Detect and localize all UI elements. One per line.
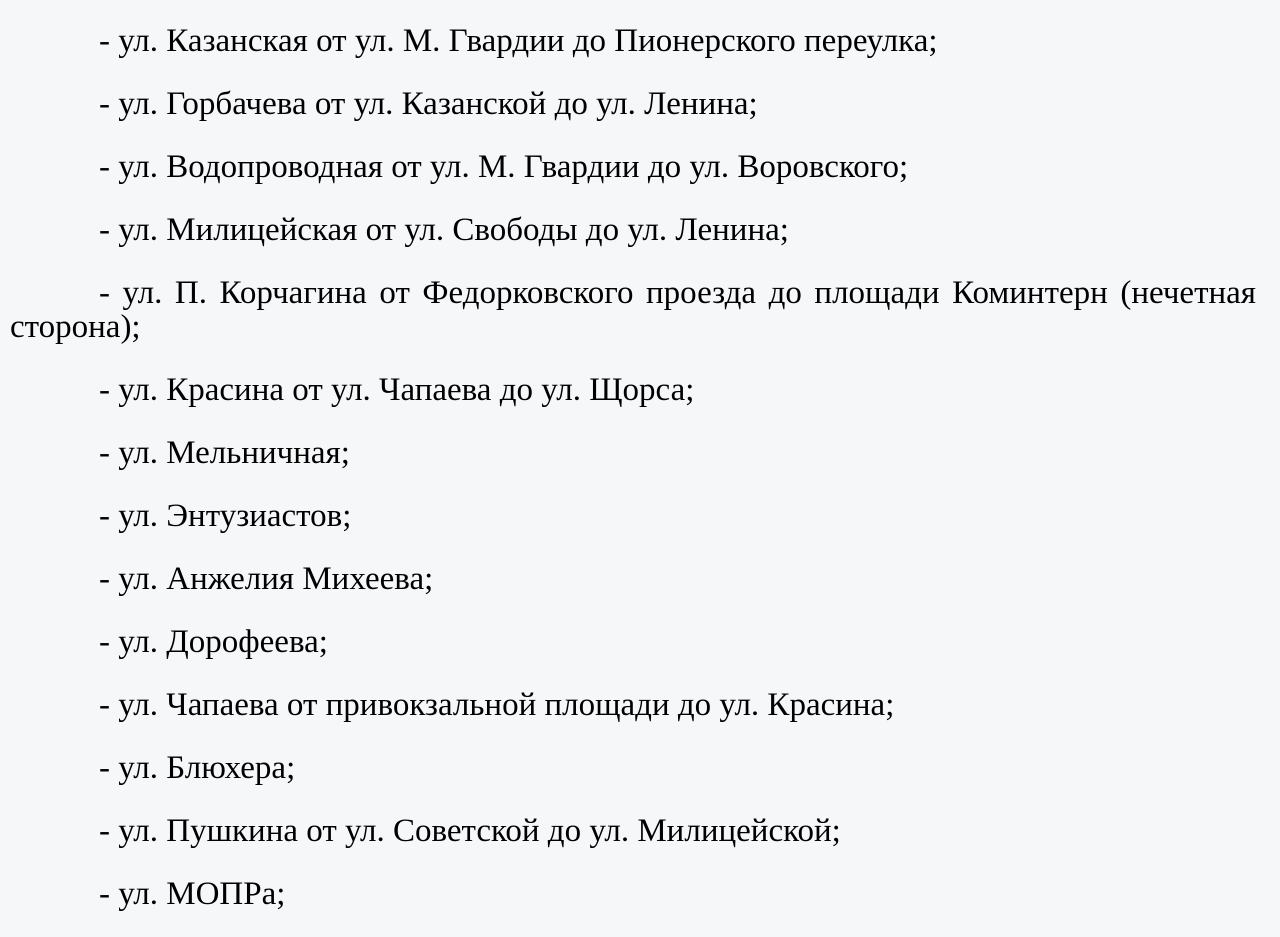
list-item: - ул. МОПРа; xyxy=(99,876,286,912)
list-item: - ул. Горбачева от ул. Казанской до ул. Ленина; xyxy=(99,86,758,122)
list-item: - ул. Анжелия Михеева; xyxy=(99,561,434,597)
list-item: - ул. Дорофеева; xyxy=(99,624,328,660)
list-item: - ул. Водопроводная от ул. М. Гвардии до ул. Воровского; xyxy=(99,149,909,185)
list-item: - ул. Блюхера; xyxy=(99,750,296,786)
list-item: - ул. Чапаева от привокзальной площади до ул. Красина; xyxy=(99,687,895,723)
list-item: - ул. Энтузиастов; xyxy=(99,498,352,534)
list-item: - ул. Казанская от ул. М. Гвардии до Пионерского переулка; xyxy=(99,23,938,59)
list-item: - ул. Милицейская от ул. Свободы до ул. Ленина; xyxy=(99,212,789,248)
list-item: - ул. П. Корчагина от Федорковского проезда до площади Коминтерн (нечетная сторона); xyxy=(10,275,1256,345)
list-item: - ул. Красина от ул. Чапаева до ул. Щорса; xyxy=(99,372,695,408)
list-item: - ул. Мельничная; xyxy=(99,435,350,471)
street-list xyxy=(10,0,1256,911)
list-item: - ул. Пушкина от ул. Советской до ул. Милицейской; xyxy=(99,813,841,849)
